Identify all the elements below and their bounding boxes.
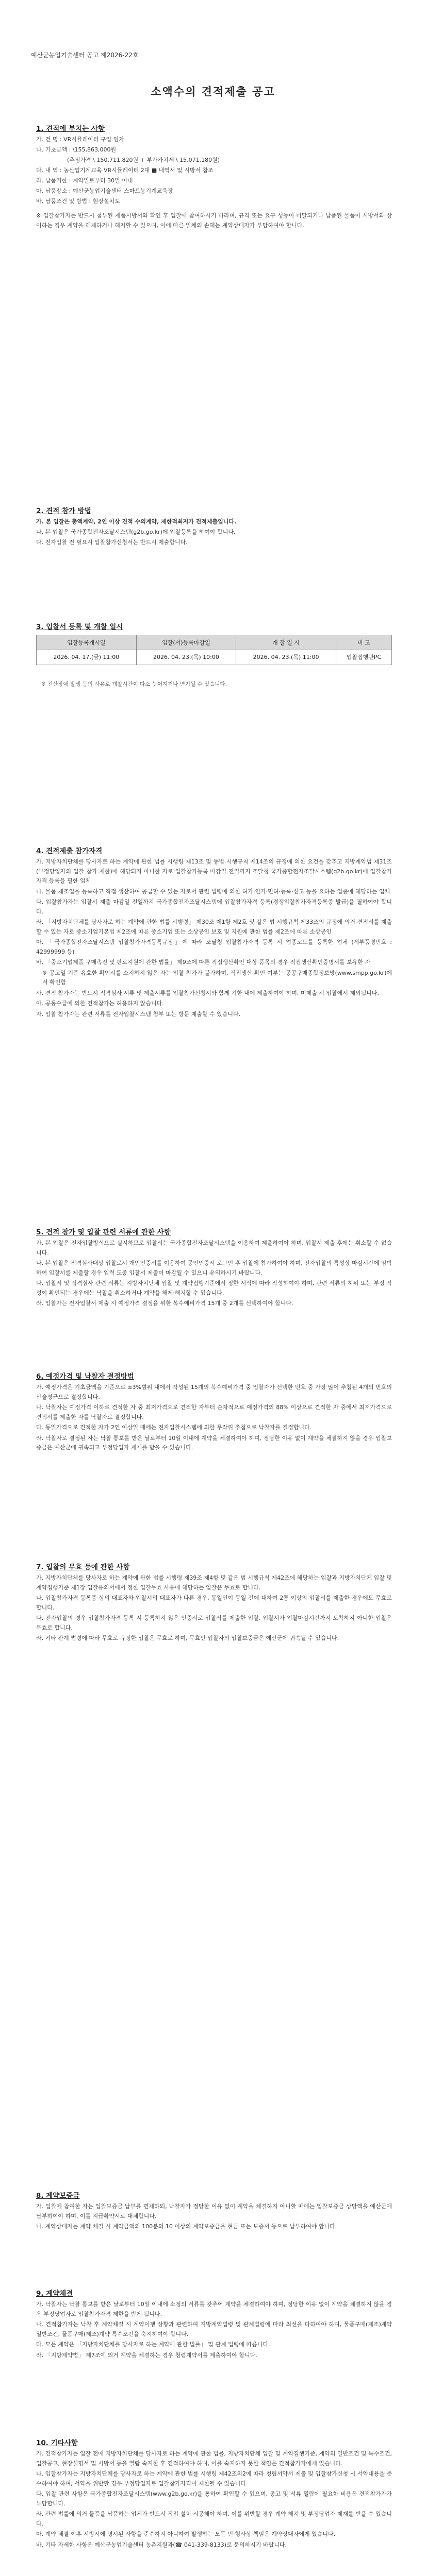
sec4-paragraph: 가. 지방자치단체를 당사자로 하는 계약에 관한 법률 시행령 제13조 및 동법 시행규칙 제14조의 규정에 의한 요건을 갖추고 지방계약법 제31조(부정당업자의 입찰 참가 제한)에 해당되지 아니한 자로 입찰참가등록 마감일 전일까지 조달청 국가종합전자조달시스템(g2b.go.kr)에 입찰참가자격 등록을 필한 업체 <box>36 858 392 884</box>
schedule-cell: 2026. 04. 17.(금) 11:00 <box>37 650 137 665</box>
sec4-paragraph: 자. 입찰 참가자는 관련 서류를 전자입찰시스템 첨부 또는 방문 제출할 수 있습니다. <box>36 1010 241 1018</box>
schedule-header: 비 고 <box>336 635 391 650</box>
schedule-header: 개 찰 일 시 <box>236 635 336 650</box>
schedule-cell: 2026. 04. 23.(목) 11:00 <box>236 650 336 665</box>
sec2-line: 가. 본 입찰은 총액계약, 2인 이상 견적 수의계약, 제한적최저가 견적제출입니다. <box>36 518 237 525</box>
section-9-heading: 9. 계약체결 <box>36 2290 73 2298</box>
sec4-body <box>36 857 392 1020</box>
sec4-paragraph: 나. 물품 제조업을 등록하고 직접 생산하여 공급할 수 있는 자로서 관련 법령에 의한 허가·인가·면허·등록·신고 등을 요하는 업종에 해당하는 업체 <box>36 888 390 895</box>
section-2-heading: 2. 견적 참가 방법 <box>36 507 91 515</box>
section-4-heading: 4. 견적제출 참가자격 <box>36 847 103 855</box>
sec10-paragraph: 가. 견적참가자는 입찰 전에 지방자치단체를 당사자로 하는 계약에 관한 법률, 지방자치단체 입찰 및 계약집행기준, 계약의 일반조건 및 특수조건, 입찰공고, 현장설명서 및 시방서 등을 열람 숙지한 후 견적하여야 하며, 이를 숙지하지 못한 책임은 견적참가자에게 있습니다. <box>36 2450 392 2467</box>
sec2-line: 다. 전자입찰 전 필요시 입찰참가신청서는 반드시 제출합니다. <box>36 539 188 546</box>
sec10-paragraph: 라. 관련 법률에 의거 물품을 납품하는 업체가 반드시 직접 설치·시공해야 하며, 이를 위반할 경우 계약 해지 및 부정당업자 제재를 받을 수 있습니다. <box>36 2511 392 2527</box>
document-number: 예산군농업기술센터 공고 제2026-22호 <box>31 52 139 59</box>
schedule-cell: 2026. 04. 23.(목) 10:00 <box>136 650 236 665</box>
sec7-body <box>36 1573 392 1645</box>
sec2-line: 나. 본 입찰은 국가종합전자조달시스템(g2b.go.kr)에 입찰등록을 하여야 합니다. <box>36 529 236 535</box>
section-1-heading: 1. 견적에 부치는 사항 <box>36 125 105 133</box>
sec4-paragraph: 라. 「지방자치단체를 당사자로 하는 계약에 관한 법률 시행령」 제30조 제1항 제2호 및 같은 법 시행규칙 제33조의 규정에 의거 견적서를 제출할 수 있는 자로 중소기업기본법 제2조에 따른 중소기업 또는 소상공인 보호 및 지원에 관한 법률 제2조에 따른 소상공인 <box>36 919 392 935</box>
sec7-paragraph: 가. 지방자치단체를 당사자로 하는 계약에 관한 법률 시행령 제39조 제4항 및 같은 법 시행규칙 제42조에 해당하는 입찰과 지방자치단체 입찰 및 계약집행기준 제1장 입찰유의서에서 정한 입찰무효 사유에 해당하는 입찰은 무효로 합니다. <box>36 1574 392 1591</box>
section-5-heading: 5. 견적 참가 및 입찰 관련 서류에 관한 사항 <box>36 1228 171 1236</box>
sec10-paragraph: 나. 입찰참가자는 지방자치단체를 당사자로 하는 계약에 관한 법률 시행령 제42조의2에 따라 청렴서약서 제출 및 입찰참가신청 시 서약내용을 준수하여야 하며, 서약을 위반할 경우 부정당업자로 입찰참가자격이 제한될 수 있습니다. <box>36 2470 392 2487</box>
schedule-header: 입찰등록개시일 <box>37 635 137 650</box>
sec1-line: 바. 납품조건 및 방법 : 현장설치도 <box>36 198 120 205</box>
sec8-body <box>36 2202 392 2233</box>
sec4-paragraph: 마. 「국가종합전자조달시스템 입찰참가자격등록규정」에 따라 조달청 입찰참가자격 등록 시 업종코드를 등록한 업체 (세부품명번호 : 42999999 등) <box>36 939 392 955</box>
sec8-paragraph: 나. 계약상대자는 계약 체결 시 계약금액의 100분의 10 이상의 계약보증금을 현금 또는 보증서 등으로 납부하여야 합니다. <box>36 2223 337 2230</box>
sec1-line: 마. 납품장소 : 예산군농업기술센터 스마트농기계교육장 <box>36 188 173 194</box>
sec1-line: 라. 납품기한 : 계약일로부터 30일 이내 <box>36 177 133 184</box>
sec5-paragraph: 가. 본 입찰은 전자입찰방식으로 실시하므로 입찰서는 국가종합전자조달시스템을 이용하여 제출하여야 하며, 입찰서 제출 후에는 취소할 수 없습니다. <box>36 1240 392 1256</box>
sec6-paragraph: 나. 낙찰자는 예정가격 이하로 견적한 자 중 최저가격으로 견적한 자부터 순차적으로 예정가격의 88% 이상으로 견적한 자 중에서 최저가격으로 견적서를 제출한 자를 낙찰자로 결정합니다. <box>36 1404 392 1420</box>
sec9-body <box>36 2300 392 2361</box>
sec4-paragraph: 아. 공동수급에 의한 견적참가는 허용하지 않습니다. <box>36 1000 164 1007</box>
sec6-body <box>36 1383 392 1454</box>
sec7-paragraph: 다. 전자입찰의 경우 입찰참가자격 등록 시 등록하지 않은 인증서로 입찰서를 제출한 입찰, 입찰서가 입찰마감시간까지 도착하지 아니한 입찰은 무효로 합니다. <box>36 1615 392 1631</box>
sec5-body <box>36 1239 392 1310</box>
sec5-paragraph: 나. 본 입찰은 적격심사대상 입찰로서 개인인증서를 이용하여 공인인증서 로그인 후 입찰에 참가하여야 하며, 전자입찰의 특성상 마감시간에 임박하여 입찰서를 제출할 경우 입력 도중 입찰서 제출이 마감될 수 있으니 유의하시기 바랍니다. <box>36 1260 392 1276</box>
sec1-line: 가. 건 명 : VR시뮬레이터 구입 임차 <box>36 136 124 143</box>
sec1-line: (추정가격 \ 150,711,820원 + 부가가치세 \ 15,071,180원) <box>67 157 220 163</box>
sec8-paragraph: 가. 입찰에 참여한 자는 입찰보증금 납부를 면제하되, 낙찰자가 정당한 이유 없이 계약을 체결하지 아니할 때에는 입찰보증금 상당액을 예산군에 납부하여야 하며, 이를 지급확약서로 대체합니다. <box>36 2203 392 2219</box>
sec4-paragraph: 사. 견적 참가자는 반드시 적격심사 서류 및 제출서류를 입찰참가신청서와 함께 기한 내에 제출하여야 하며, 미제출 시 입찰에서 제외됩니다. <box>36 989 379 996</box>
schedule-note: ※ 전산장애 발생 등의 사유로 개찰시간이 다소 늦어지거나 연기될 수 있습니다. <box>41 681 227 687</box>
sec5-paragraph: 라. 입찰자는 전자입찰서 제출 시 예정가격 결정을 위한 복수예비가격 15개 중 2개를 선택하여야 합니다. <box>36 1300 293 1307</box>
sec6-paragraph: 다. 동일가격으로 견적한 자가 2인 이상일 때에는 전자입찰시스템에 의한 무작위 추첨으로 낙찰자를 결정합니다. <box>36 1424 312 1431</box>
sec9-paragraph: 나. 견적참가자는 낙찰 후 계약체결 시 계약이행 상황과 관련하여 지방계약법령 및 관계법령에 따라 최선을 다하여야 하며, 물품구매(제조)계약 일반조건, 물품구매(제조)계약 특수조건을 숙지하여야 합니다. <box>36 2321 392 2337</box>
sec10-paragraph: 다. 입찰 관련 사항은 국가종합전자조달시스템(www.g2b.go.kr)을 통하여 확인할 수 있으며, 공고 및 서류 열람에 필요한 비용은 견적참가자가 부담합니다. <box>36 2490 392 2507</box>
sec4-paragraph: 다. 입찰참가자는 입찰서 제출 마감일 전일까지 국가종합전자조달시스템에 입찰참가자격 등록(경쟁입찰참가자격등록증 발급)을 필하여야 합니다. <box>36 899 392 915</box>
sec1-line: 나. 기초금액 : \155,863,000원 <box>36 146 117 153</box>
sec9-paragraph: 다. 모든 계약은 「지방자치단체를 당사자로 하는 계약에 관한 법률」 및 관계 법령에 따릅니다. <box>36 2341 270 2348</box>
sec10-body <box>36 2449 392 2551</box>
sec10-paragraph: 바. 기타 자세한 사항은 예산군농업기술센터 농촌지원과(☎ 041-339-8133)로 문의하시기 바랍니다. <box>36 2541 287 2548</box>
schedule-table <box>36 635 392 665</box>
sec5-paragraph: 다. 입찰서 및 적격심사 관련 서류는 지방자치단체 입찰 및 계약집행기준에서 정한 서식에 따라 작성하여야 하며, 관련 서류의 허위 또는 부정 작성이 확인되는 경우에는 낙찰을 취소하거나 계약을 해제·해지할 수 있습니다. <box>36 1280 392 1296</box>
schedule-cell: 입찰집행관PC <box>336 650 391 665</box>
section-3-heading: 3. 입찰서 등록 및 개찰 일시 <box>36 623 123 631</box>
section-8-heading: 8. 계약보증금 <box>36 2192 80 2200</box>
sec6-paragraph: 가. 예정가격은 기초금액을 기준으로 ±3%범위 내에서 작성된 15개의 복수예비가격 중 입찰자가 선택한 번호 중 가장 많이 추첨된 4개의 번호의 산술평균으로 결정합니다. <box>36 1384 392 1400</box>
sec1-line: 다. 내 역 : 농산업기계교육 VR시뮬레이터 2대 ■ 내역서 및 시방서 참조 <box>36 167 214 174</box>
sec7-paragraph: 나. 입찰참가자격 등록증 상의 대표자와 입찰서의 대표자가 다른 경우, 동일인이 동일 건에 대하여 2통 이상의 입찰서를 제출한 경우에도 무효로 합니다. <box>36 1595 392 1611</box>
sec9-paragraph: 가. 낙찰자는 낙찰 통보를 받은 날로부터 10일 이내에 소정의 서류를 갖추어 계약을 체결하여야 하며, 정당한 이유 없이 계약을 체결하지 않을 경우 부정당업자로 입찰참가자격 제한을 받게 됩니다. <box>36 2301 392 2317</box>
sec10-paragraph: 마. 계약 체결 이후 시방서에 명시된 사항을 준수하지 아니하여 발생하는 모든 민·형사상 책임은 계약상대자에게 있습니다. <box>36 2531 336 2537</box>
section-7-heading: 7. 입찰의 무효 등에 관한 사항 <box>36 1563 130 1571</box>
sec7-paragraph: 라. 기타 관계 법령에 따라 무효로 규정한 입찰은 무효로 하며, 무효인 입찰자의 입찰보증금은 예산군에 귀속될 수 있습니다. <box>36 1635 339 1641</box>
document-title: 소액수의 견적제출 공고 <box>151 86 275 98</box>
schedule-header: 입찰(서)등록마감일 <box>136 635 236 650</box>
sec4-paragraph: ※ 공고일 기준 유효한 확인서를 소지하지 않은 자는 입찰 참가가 불가하며, 직접생산 확인 여부는 공공구매종합정보망(www.smpp.go.kr)에서 확인함 <box>42 969 392 986</box>
sec4-paragraph: 바. 「중소기업제품 구매촉진 및 판로지원에 관한 법률」 제9조에 따른 직접생산확인 대상 품목의 경우 직접생산확인증명서를 보유한 자 <box>36 959 371 965</box>
sec1-note: ※ 입찰참가자는 반드시 첨부된 제품시방서와 확인 후 입찰에 참여하시기 바라며, 규격 또는 요구 성능이 미달되거나 납품된 물품이 시방서와 상이하는 경우 계약을 해제하거나 해지할 수 있으며, 이에 따른 일체의 손해는 계약상대자가 부담하여야 합니다. <box>36 212 392 229</box>
section-6-heading: 6. 예정가격 및 낙찰자 결정방법 <box>36 1372 134 1381</box>
section-10-heading: 10. 기타사항 <box>36 2439 78 2447</box>
sec9-paragraph: 라. 「지방계약법」 제7조에 의거 계약을 체결하는 경우 청렴계약서를 제출하여야 합니다. <box>36 2351 257 2359</box>
sec6-paragraph: 라. 낙찰자로 결정된 자는 낙찰 통보를 받은 날로부터 10일 이내에 계약을 체결하여야 하며, 정당한 이유 없이 계약을 체결하지 않을 경우 입찰보증금은 예산군에 귀속되고 부정당업자 제재를 받을 수 있습니다. <box>36 1434 392 1451</box>
